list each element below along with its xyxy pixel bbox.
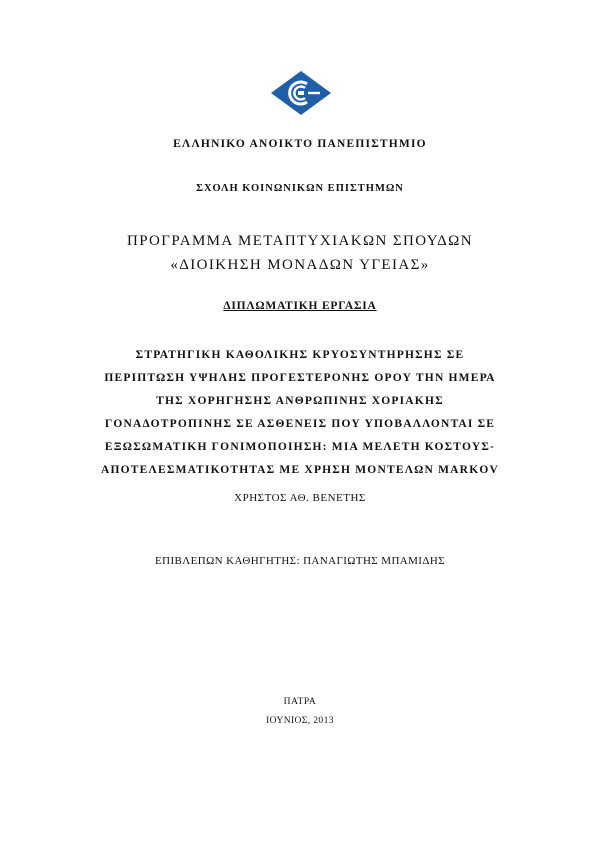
author-name: ΧΡΗΣΤΟΣ ΑΘ. ΒΕΝΕΤΗΣ bbox=[234, 492, 366, 504]
school-name: ΣΧΟΛΗ ΚΟΙΝΩΝΙΚΩΝ ΕΠΙΣΤΗΜΩΝ bbox=[196, 183, 404, 194]
title-line: ΑΠΟΤΕΛΕΣΜΑΤΙΚΟΤΗΤΑΣ ΜΕ ΧΡΗΣΗ ΜΟΝΤΕΛΩΝ MARKOV bbox=[101, 464, 499, 476]
university-name: ΕΛΛΗΝΙΚΟ ΑΝΟΙΚΤΟ ΠΑΝΕΠΙΣΤΗΜΙΟ bbox=[173, 138, 427, 150]
title-line: ΤΗΣ ΧΟΡΗΓΗΣΗΣ ΑΝΘΡΩΠΙΝΗΣ ΧΟΡΙΑΚΗΣ bbox=[156, 395, 444, 407]
university-logo-icon bbox=[270, 70, 332, 116]
thesis-title bbox=[80, 344, 520, 482]
program-line-1: ΠΡΟΓΡΑΜΜΑ ΜΕΤΑΠΤΥΧΙΑΚΩΝ ΣΠΟΥΔΩΝ bbox=[127, 233, 473, 249]
date: ΙΟΥΝΙΟΣ, 2013 bbox=[266, 716, 334, 726]
title-line: ΠΕΡΙΠΤΩΣΗ ΥΨΗΛΗΣ ΠΡΟΓΕΣΤΕΡΟΝΗΣ ΟΡΟΥ ΤΗΝ ΗΜΕΡΑ bbox=[104, 372, 496, 384]
supervisor: ΕΠΙΒΛΕΠΩΝ ΚΑΘΗΓΗΤΗΣ: ΠΑΝΑΓΙΩΤΗΣ ΜΠΑΜΙΔΗΣ bbox=[155, 555, 445, 567]
title-line: ΓΟΝΑΔΟΤΡΟΠΙΝΗΣ ΣΕ ΑΣΘΕΝΕΙΣ ΠΟΥ ΥΠΟΒΑΛΛΟΝΤΑΙ ΣΕ bbox=[104, 418, 496, 430]
title-line: ΕΞΩΣΩΜΑΤΙΚΗ ΓΟΝΙΜΟΠΟΙΗΣΗ: ΜΙΑ ΜΕΛΕΤΗ ΚΟΣΤΟΥΣ- bbox=[104, 441, 496, 453]
program-name bbox=[0, 229, 600, 277]
program-line-2: «ΔΙΟΙΚΗΣΗ ΜΟΝΑΔΩΝ ΥΓΕΙΑΣ» bbox=[170, 257, 430, 273]
title-line: ΣΤΡΑΤΗΓΙΚΗ ΚΑΘΟΛΙΚΗΣ ΚΡΥΟΣΥΝΤΗΡΗΣΗΣ ΣΕ bbox=[135, 349, 465, 361]
city: ΠΑΤΡΑ bbox=[283, 697, 317, 707]
thesis-type: ΔΙΠΛΩΜΑΤΙΚΗ ΕΡΓΑΣΙΑ bbox=[223, 300, 377, 312]
